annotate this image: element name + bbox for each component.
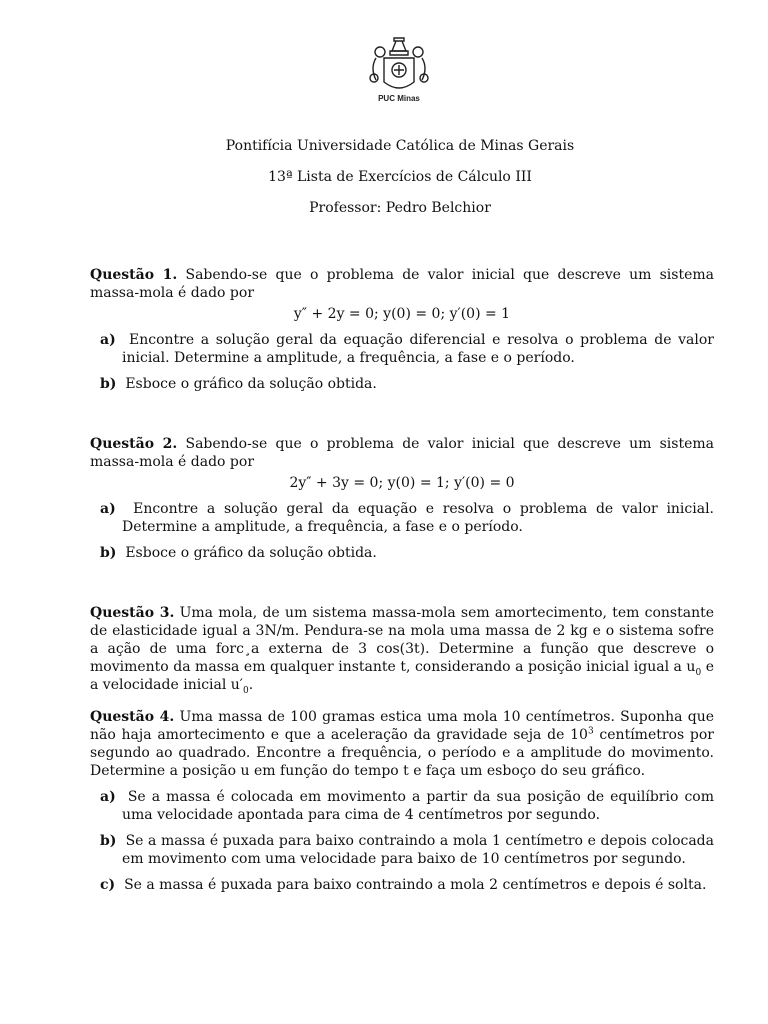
question-text: Sabendo-se que o problema de valor inicial que descreve um sistema massa-mola é dado por — [90, 436, 714, 470]
question-label: Questão 2. — [90, 436, 178, 452]
item-b: b) Esboce o gráfico da solução obtida. — [100, 545, 377, 561]
question-label: Questão 1. — [90, 267, 178, 283]
item-a: a) Se a massa é colocada em movimento a partir da sua posição de equilíbrio com uma velocidade apontada para cima de 4 centímetros por segundo. — [100, 789, 715, 823]
list-title: 13ª Lista de Exercícios de Cálculo III — [268, 169, 532, 185]
question-text: Uma massa de 100 gramas estica uma mola 10 centímetros. Suponha que não haja amortecimento e que a aceleração da gravidade seja de $10^3$ centímetros por segundo ao quadrado. Encontre a frequência, o período e a amplitude do movimento. Determine a posição u em função do tempo t e faça um esboço do seu gráfico. — [90, 709, 714, 779]
institution-name: Pontifícia Universidade Católica de Minas Gerais — [225, 138, 575, 154]
professor-name: Professor: Pedro Belchior — [309, 200, 491, 216]
equation: 2y″ + 3y = 0; y(0) = 1; y′(0) = 0 — [289, 475, 515, 491]
item-c: c) Se a massa é puxada para baixo contraindo a mola 2 centímetros e depois é solta. — [100, 877, 707, 893]
question-1 — [90, 266, 714, 393]
logo-text: PUC Minas — [378, 94, 420, 103]
item-b: b) Esboce o gráfico da solução obtida. — [100, 376, 377, 392]
question-text: Sabendo-se que o problema de valor inicial que descreve um sistema massa-mola é dado por — [90, 267, 714, 301]
question-2 — [90, 435, 714, 562]
question-text: Uma mola, de um sistema massa-mola sem amortecimento, tem constante de elasticidade igual a 3N/m. Pendura-se na mola uma massa de 2 kg e o sistema sofre a ação de uma forc¸a externa de 3 cos(3t). Determine a função que descreve o movimento da massa em qualquer instante t, considerando a posição inicial igual a $u_0$ e a velocidade inicial $u'_0$. — [90, 605, 715, 696]
item-a: a) Encontre a solução geral da equação diferencial e resolva o problema de valor inicial. Determine a amplitude, a frequência, a fase e o período. — [100, 332, 714, 366]
item-b: b) Se a massa é puxada para baixo contraindo a mola 1 centímetro e depois colocada em movimento com uma velocidade para baixo de 10 centímetros por segundo. — [100, 833, 714, 867]
question-label: Questão 3. — [90, 605, 175, 621]
question-3 — [90, 604, 714, 694]
equation: y″ + 2y = 0; y(0) = 0; y′(0) = 1 — [293, 306, 511, 322]
item-a: a) Encontre a solução geral da equação e resolva o problema de valor inicial. Determine a amplitude, a frequência, a fase e o período. — [100, 501, 715, 535]
question-4 — [90, 708, 714, 894]
question-label: Questão 4. — [90, 709, 175, 725]
